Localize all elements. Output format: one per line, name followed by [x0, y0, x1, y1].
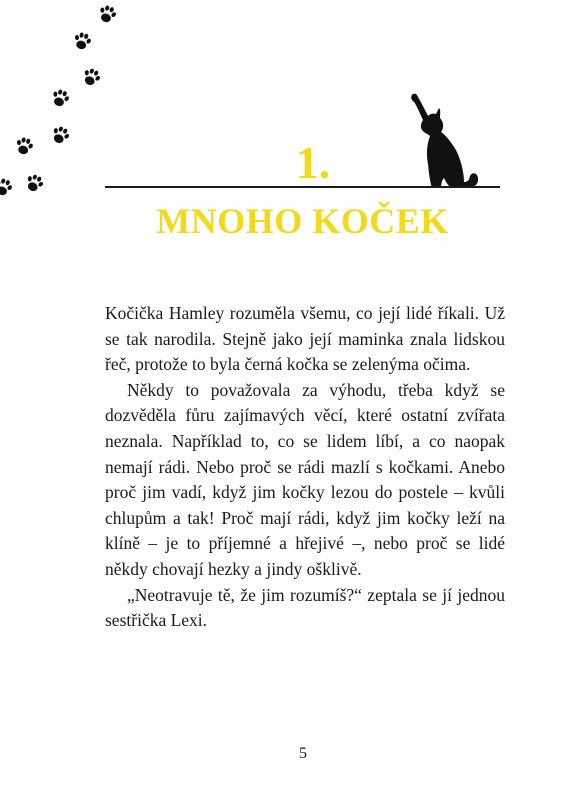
paw-print-icon: [96, 3, 118, 24]
paw-print-icon: [49, 87, 71, 108]
paw-print-icon: [72, 31, 93, 51]
chapter-divider: [105, 186, 500, 188]
page-number: 5: [299, 745, 307, 762]
paragraph: „Neotravuje tě, že jim rozumíš?“ zeptala se jí jednou sestřička Lexi.: [105, 584, 505, 631]
chapter-number: 1.: [295, 137, 331, 188]
chapter-title: MNOHO KOČEK: [156, 201, 449, 241]
paragraph: Kočička Hamley rozuměla všemu, co její lidé říkali. Už se tak narodila. Stejně jako její maminka znala lidskou řeč, protože to byla černá kočka se zelenýma očima.: [105, 303, 505, 375]
paragraph: Někdy to považovala za výhodu, třeba když se dozvěděla fůru zajímavých věcí, které ostatní zvířata neznala. Například to, co se lidem líbí, a co naopak nemají rádi. Nebo proč se rádi mazlí s kočkami. Anebo proč jim vadí, když jim kočky lezou do postele – kvůli chlupům a tak! Proč mají rádi, když jim kočky leží na klíně – je to příjemné a hřejivé –, nebo proč se lidé někdy chovají hezky a jindy ošklivě.: [105, 379, 505, 579]
paw-print-icon: [80, 66, 103, 88]
chapter-body: [105, 301, 505, 634]
